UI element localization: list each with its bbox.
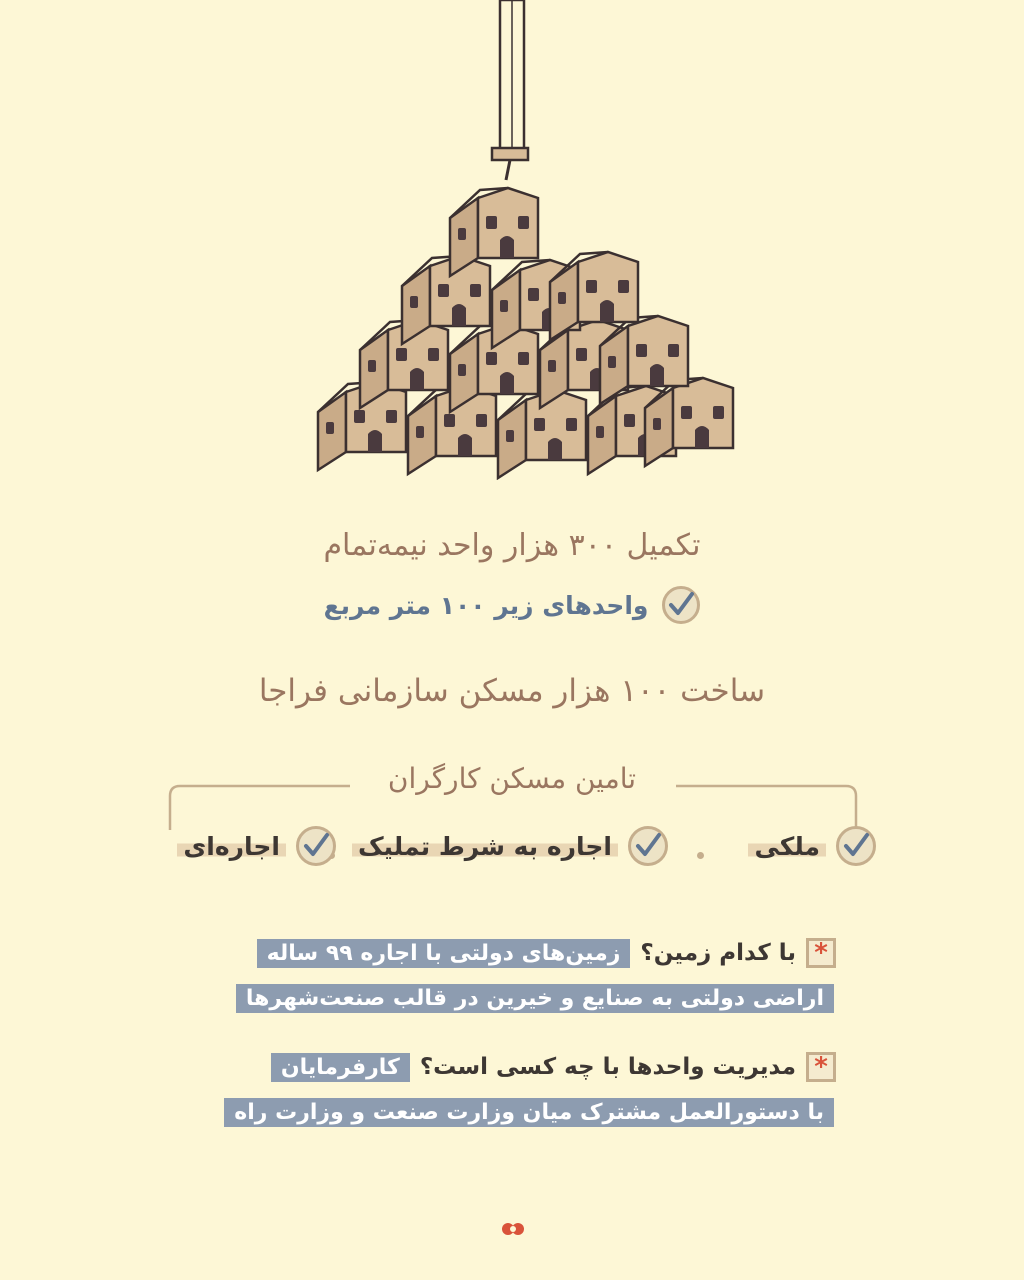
check-icon <box>836 826 876 866</box>
option-owned <box>748 826 876 866</box>
faq-1-question: با کدام زمین؟ <box>640 940 796 966</box>
houses-pyramid-illustration <box>300 0 740 480</box>
asterisk-icon: * <box>806 1052 836 1082</box>
faq-1-answer-row <box>236 984 834 1013</box>
asterisk-icon: * <box>806 938 836 968</box>
bracket-line <box>160 772 866 832</box>
faq-2-answer-line-2: با دستورالعمل مشترک میان وزارت صنعت و وزارت راه <box>224 1098 834 1127</box>
option-rent-to-own-label: اجاره به شرط تملیک <box>352 832 618 861</box>
check-icon <box>296 826 336 866</box>
worker-housing-title: تامین مسکن کارگران <box>387 762 637 795</box>
faq-2-answer-row <box>224 1098 834 1127</box>
faq-1-question-row <box>257 938 836 968</box>
option-rent-to-own <box>352 826 668 866</box>
faq-2-answer-line-1: کارفرمایان <box>271 1053 410 1082</box>
logo-icon <box>500 1220 526 1238</box>
headline-line-3: ساخت ۱۰۰ هزار مسکن سازمانی فراجا <box>258 673 766 709</box>
option-rental-label: اجاره‌ای <box>177 832 286 861</box>
faq-1-answer-line-2: اراضی دولتی به صنایع و خیرین در قالب صنعت‌شهرها <box>236 984 834 1013</box>
faq-1-answer-line-1: زمین‌های دولتی با اجاره ۹۹ ساله <box>257 939 631 968</box>
check-icon <box>662 586 700 624</box>
separator-dot <box>697 852 704 859</box>
option-rental <box>177 826 336 866</box>
headline-line-1: تکمیل ۳۰۰ هزار واحد نیمه‌تمام <box>323 528 701 563</box>
headline-line-2-row <box>0 586 1024 624</box>
faq-2-question: مدیریت واحدها با چه کسی است؟ <box>419 1054 796 1080</box>
headline-line-2: واحدهای زیر ۱۰۰ متر مربع <box>323 590 649 620</box>
check-icon <box>628 826 668 866</box>
faq-2-question-row <box>271 1052 836 1082</box>
option-owned-label: ملکی <box>748 832 826 861</box>
